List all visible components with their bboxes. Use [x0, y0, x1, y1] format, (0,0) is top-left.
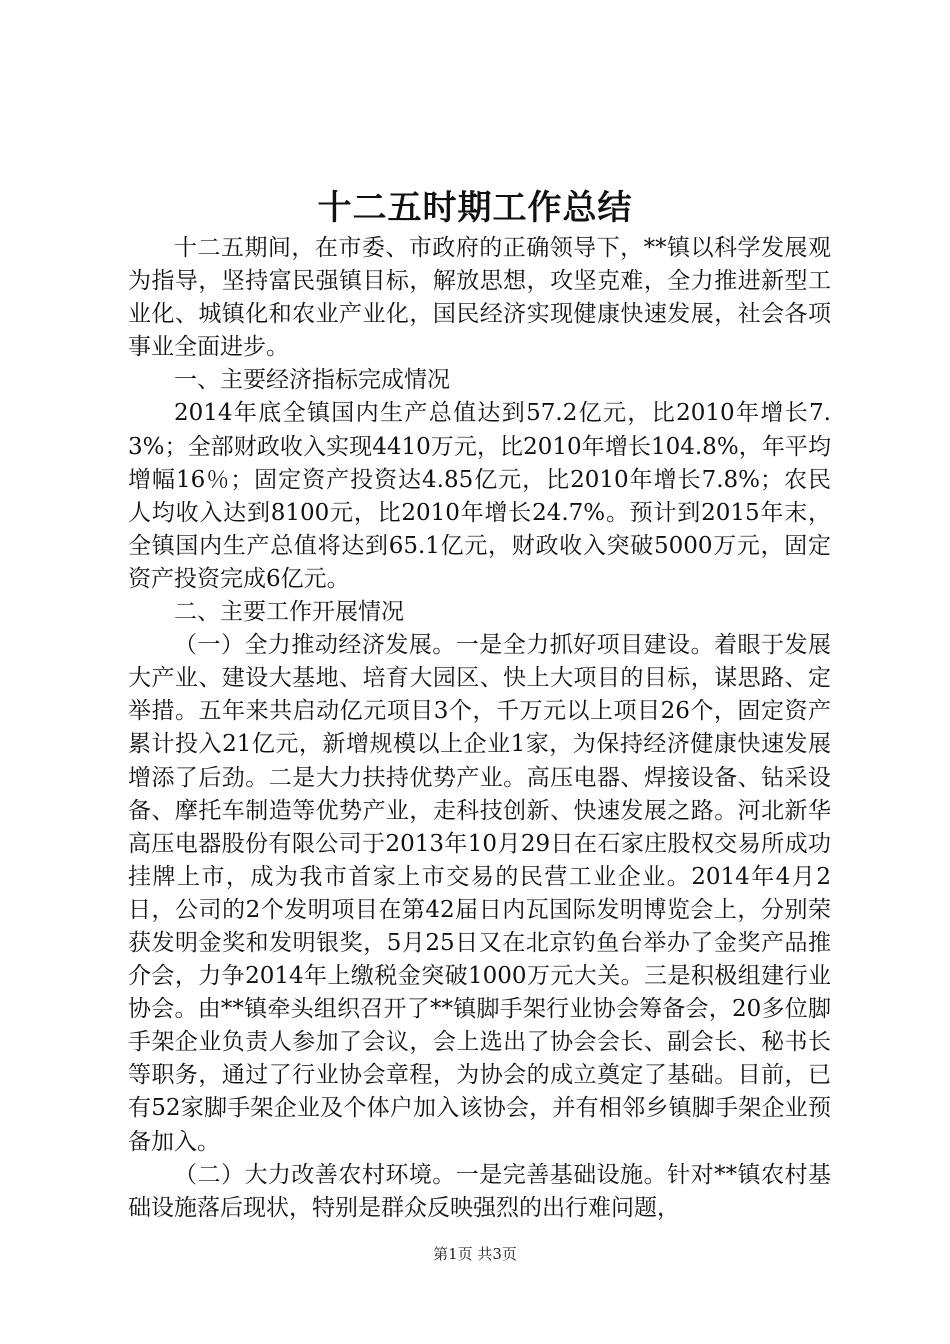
section-1-heading: 一、主要经济指标完成情况: [174, 367, 450, 394]
section-2-paragraph-2: （二）大力改善农村环境。一是完善基础设施。针对**镇农村基础设施落后现状，特别是群众反映强烈的出行难问题，: [128, 1161, 831, 1221]
document-title: 十二五时期工作总结: [317, 188, 633, 228]
section-2-paragraph-1: （一）全力推动经济发展。一是全力抓好项目建设。着眼于发展大产业、建设大基地、培育大园区、快上大项目的目标，谋思路、定举措。五年来共启动亿元项目3个，千万元以上项目26个，固定资产累计投入21亿元，新增规模以上企业1家，为保持经济健康快速发展增添了后劲。二是大力扶持优势产业。高压电器、焊接设备、钻采设备、摩托车制造等优势产业，走科技创新、快速发展之路。河北新华高压电器股份有限公司于2013年10月29日在石家庄股权交易所成功挂牌上市，成为我市首家上市交易的民营工业企业。2014年4月2日，公司的2个发明项目在第42届日内瓦国际发明博览会上，分别荣获发明金奖和发明银奖，5月25日又在北京钓鱼台举办了金奖产品推介会，力争2014年上缴税金突破1000万元大关。三是积极组建行业协会。由**镇牵头组织召开了**镇脚手架行业协会筹备会，20多位脚手架企业负责人参加了会议，会上选出了协会会长、副会长、秘书长等职务，通过了行业协会章程，为协会的成立奠定了基础。目前，已有52家脚手架企业及个体户加入该协会，并有相邻乡镇脚手架企业预备加入。: [128, 632, 831, 1155]
page-footer: 第1页 共3页: [433, 1245, 517, 1263]
intro-paragraph: 十二五期间，在市委、市政府的正确领导下，**镇以科学发展观为指导，坚持富民强镇目标，解放思想，攻坚克难，全力推进新型工业化、城镇化和农业产业化，国民经济实现健康快速发展，社会各项事业全面进步。: [128, 235, 831, 361]
section-1-paragraph: 2014年底全镇国内生产总值达到57.2亿元，比2010年增长7.3%；全部财政收入实现4410万元，比2010年增长104.8%，年平均增幅16％；固定资产投资达4.85亿元，比2010年增长7.8%；农民人均收入达到8100元，比2010年增长24.7%。预计到2015年末，全镇国内生产总值将达到65.1亿元，财政收入突破5000万元，固定资产投资完成6亿元。: [128, 400, 831, 592]
document-body: [128, 232, 831, 1225]
section-2-heading: 二、主要工作开展情况: [174, 599, 404, 626]
